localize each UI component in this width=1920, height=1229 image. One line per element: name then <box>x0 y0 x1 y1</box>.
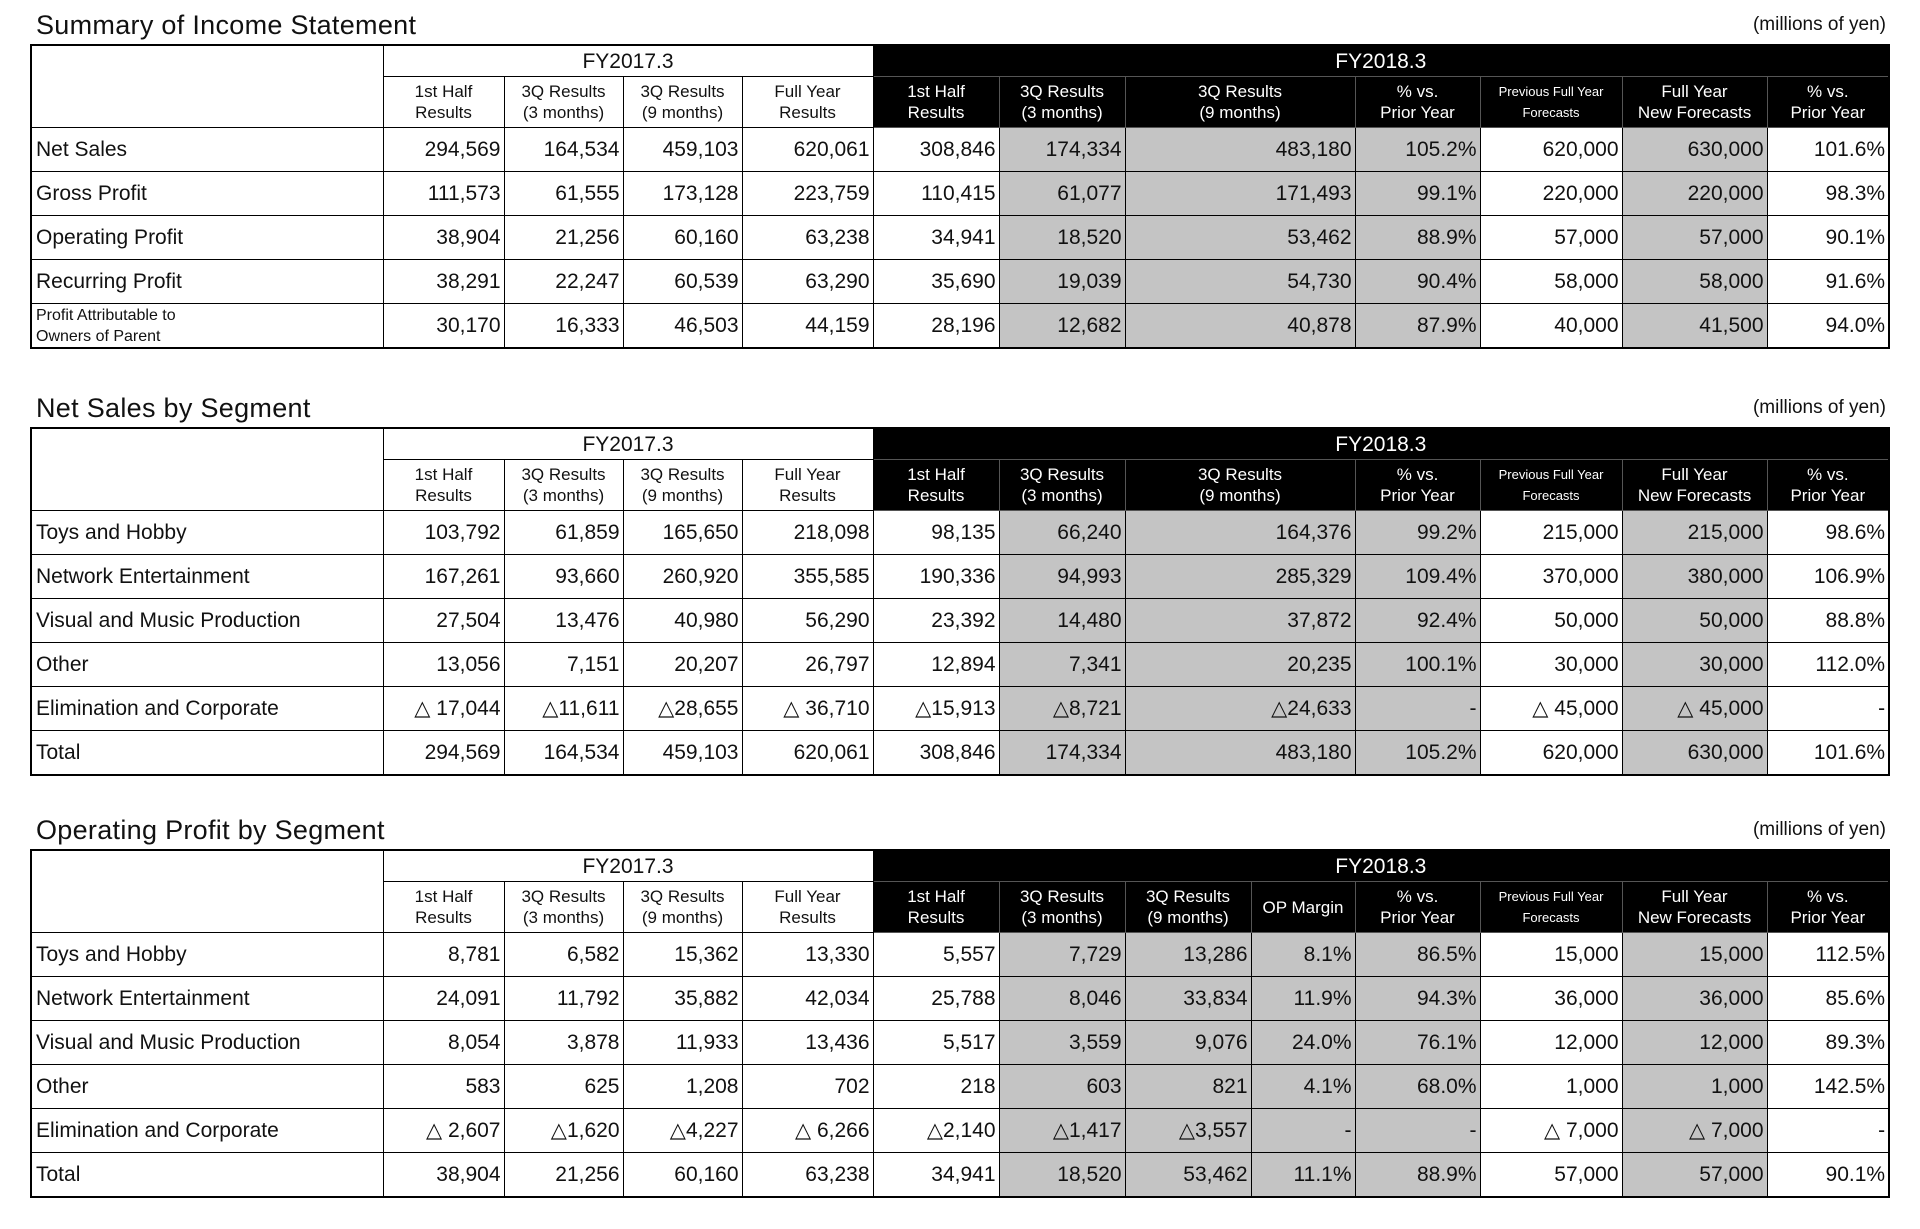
value-cell: 54,730 <box>1125 260 1355 304</box>
table-body <box>31 511 1889 776</box>
row-label: Other <box>31 1065 383 1109</box>
operating-profit-table <box>30 849 1890 1198</box>
value-cell: 99.1% <box>1355 172 1480 216</box>
column-header: Previous Full Year Forecasts <box>1480 882 1622 933</box>
value-cell: 90.1% <box>1767 216 1889 260</box>
value-cell: 164,534 <box>504 731 623 776</box>
value-cell: 15,000 <box>1622 933 1767 977</box>
row-label: Total <box>31 731 383 776</box>
value-cell: 1,208 <box>623 1065 742 1109</box>
value-cell: 8.1% <box>1251 933 1355 977</box>
value-cell: 459,103 <box>623 731 742 776</box>
value-cell: 41,500 <box>1622 304 1767 349</box>
row-label: Net Sales <box>31 128 383 172</box>
table-row <box>31 128 1889 172</box>
value-cell: 294,569 <box>383 128 504 172</box>
value-cell: 60,160 <box>623 216 742 260</box>
value-cell: 483,180 <box>1125 731 1355 776</box>
value-cell: 24.0% <box>1251 1021 1355 1065</box>
value-cell: 44,159 <box>742 304 873 349</box>
value-cell: 380,000 <box>1622 555 1767 599</box>
row-label: Operating Profit <box>31 216 383 260</box>
value-cell: △ 7,000 <box>1480 1109 1622 1153</box>
table-row <box>31 1021 1889 1065</box>
net-sales-section <box>30 391 1888 776</box>
value-cell: 4.1% <box>1251 1065 1355 1109</box>
value-cell: 21,256 <box>504 216 623 260</box>
value-cell: 165,650 <box>623 511 742 555</box>
value-cell: △2,140 <box>873 1109 999 1153</box>
value-cell: 12,000 <box>1480 1021 1622 1065</box>
value-cell: 167,261 <box>383 555 504 599</box>
value-cell: 24,091 <box>383 977 504 1021</box>
value-cell: 27,504 <box>383 599 504 643</box>
value-cell: - <box>1251 1109 1355 1153</box>
column-header: % vs. Prior Year <box>1767 882 1889 933</box>
column-header: 1st Half Results <box>383 882 504 933</box>
value-cell: 821 <box>1125 1065 1251 1109</box>
value-cell: 30,170 <box>383 304 504 349</box>
unit-note: (millions of yen) <box>1752 397 1886 418</box>
value-cell: △ 7,000 <box>1622 1109 1767 1153</box>
value-cell: 370,000 <box>1480 555 1622 599</box>
value-cell: 1,000 <box>1480 1065 1622 1109</box>
value-cell: 34,941 <box>873 216 999 260</box>
value-cell: △ 6,266 <box>742 1109 873 1153</box>
value-cell: 99.2% <box>1355 511 1480 555</box>
table-row <box>31 933 1889 977</box>
value-cell: 106.9% <box>1767 555 1889 599</box>
value-cell: 285,329 <box>1125 555 1355 599</box>
value-cell: 40,878 <box>1125 304 1355 349</box>
value-cell: 8,054 <box>383 1021 504 1065</box>
value-cell: 58,000 <box>1622 260 1767 304</box>
value-cell: 40,000 <box>1480 304 1622 349</box>
column-header: 1st Half Results <box>873 882 999 933</box>
value-cell: 190,336 <box>873 555 999 599</box>
row-label: Elimination and Corporate <box>31 687 383 731</box>
value-cell: 25,788 <box>873 977 999 1021</box>
value-cell: 13,476 <box>504 599 623 643</box>
value-cell: 6,582 <box>504 933 623 977</box>
value-cell: 101.6% <box>1767 731 1889 776</box>
value-cell: 76.1% <box>1355 1021 1480 1065</box>
value-cell: 38,904 <box>383 216 504 260</box>
value-cell: 94.3% <box>1355 977 1480 1021</box>
value-cell: 61,555 <box>504 172 623 216</box>
corner-cell <box>31 850 383 933</box>
value-cell: 40,980 <box>623 599 742 643</box>
value-cell: 33,834 <box>1125 977 1251 1021</box>
column-header: 3Q Results (3 months) <box>504 882 623 933</box>
column-header: 3Q Results (3 months) <box>999 460 1125 511</box>
value-cell: 11.9% <box>1251 977 1355 1021</box>
value-cell: 50,000 <box>1480 599 1622 643</box>
value-cell: 3,878 <box>504 1021 623 1065</box>
table-body <box>31 933 1889 1198</box>
section-title: Operating Profit by Segment <box>36 815 385 845</box>
value-cell: 630,000 <box>1622 731 1767 776</box>
value-cell: 66,240 <box>999 511 1125 555</box>
value-cell: 37,872 <box>1125 599 1355 643</box>
value-cell: 8,046 <box>999 977 1125 1021</box>
row-label: Visual and Music Production <box>31 599 383 643</box>
value-cell: 86.5% <box>1355 933 1480 977</box>
value-cell: 13,436 <box>742 1021 873 1065</box>
row-label: Elimination and Corporate <box>31 1109 383 1153</box>
value-cell: 112.0% <box>1767 643 1889 687</box>
value-cell: 98.3% <box>1767 172 1889 216</box>
value-cell: 112.5% <box>1767 933 1889 977</box>
value-cell: 56,290 <box>742 599 873 643</box>
value-cell: 91.6% <box>1767 260 1889 304</box>
value-cell: 620,000 <box>1480 731 1622 776</box>
value-cell: 18,520 <box>999 216 1125 260</box>
table-row <box>31 511 1889 555</box>
value-cell: - <box>1767 1109 1889 1153</box>
value-cell: 459,103 <box>623 128 742 172</box>
value-cell: 93,660 <box>504 555 623 599</box>
column-header: 3Q Results (9 months) <box>623 460 742 511</box>
value-cell: 13,330 <box>742 933 873 977</box>
column-header: 1st Half Results <box>383 460 504 511</box>
table-row <box>31 977 1889 1021</box>
value-cell: 7,151 <box>504 643 623 687</box>
value-cell: △ 36,710 <box>742 687 873 731</box>
value-cell: △3,557 <box>1125 1109 1251 1153</box>
table-row <box>31 731 1889 776</box>
unit-note: (millions of yen) <box>1752 14 1886 35</box>
column-header: 1st Half Results <box>873 460 999 511</box>
row-label: Total <box>31 1153 383 1198</box>
value-cell: △4,227 <box>623 1109 742 1153</box>
value-cell: 92.4% <box>1355 599 1480 643</box>
value-cell: △24,633 <box>1125 687 1355 731</box>
corner-cell <box>31 428 383 511</box>
column-header: Full Year Results <box>742 460 873 511</box>
value-cell: 30,000 <box>1480 643 1622 687</box>
value-cell: 36,000 <box>1480 977 1622 1021</box>
column-header: Previous Full Year Forecasts <box>1480 77 1622 128</box>
row-label: Toys and Hobby <box>31 511 383 555</box>
value-cell: 35,690 <box>873 260 999 304</box>
value-cell: 218 <box>873 1065 999 1109</box>
column-header: Full Year Results <box>742 77 873 128</box>
value-cell: 23,392 <box>873 599 999 643</box>
value-cell: 68.0% <box>1355 1065 1480 1109</box>
value-cell: △15,913 <box>873 687 999 731</box>
value-cell: 26,797 <box>742 643 873 687</box>
value-cell: 88.9% <box>1355 1153 1480 1198</box>
column-header: Previous Full Year Forecasts <box>1480 460 1622 511</box>
value-cell: 38,291 <box>383 260 504 304</box>
value-cell: 18,520 <box>999 1153 1125 1198</box>
value-cell: 109.4% <box>1355 555 1480 599</box>
value-cell: 34,941 <box>873 1153 999 1198</box>
value-cell: △ 45,000 <box>1622 687 1767 731</box>
value-cell: 89.3% <box>1767 1021 1889 1065</box>
value-cell: 16,333 <box>504 304 623 349</box>
value-cell: 15,000 <box>1480 933 1622 977</box>
row-label: Recurring Profit <box>31 260 383 304</box>
value-cell: 19,039 <box>999 260 1125 304</box>
value-cell: 12,682 <box>999 304 1125 349</box>
value-cell: △ 17,044 <box>383 687 504 731</box>
row-label: Visual and Music Production <box>31 1021 383 1065</box>
column-header: Full Year New Forecasts <box>1622 460 1767 511</box>
table-row <box>31 1109 1889 1153</box>
value-cell: 98,135 <box>873 511 999 555</box>
value-cell: 173,128 <box>623 172 742 216</box>
column-header: 3Q Results (9 months) <box>623 77 742 128</box>
value-cell: 702 <box>742 1065 873 1109</box>
value-cell: 90.4% <box>1355 260 1480 304</box>
value-cell: 11,933 <box>623 1021 742 1065</box>
row-label: Network Entertainment <box>31 977 383 1021</box>
value-cell: 8,781 <box>383 933 504 977</box>
column-header: 3Q Results (3 months) <box>999 882 1125 933</box>
value-cell: 20,207 <box>623 643 742 687</box>
value-cell: 105.2% <box>1355 731 1480 776</box>
column-header: 1st Half Results <box>873 77 999 128</box>
table-row <box>31 1065 1889 1109</box>
value-cell: 483,180 <box>1125 128 1355 172</box>
value-cell: 90.1% <box>1767 1153 1889 1198</box>
value-cell: △11,611 <box>504 687 623 731</box>
value-cell: △28,655 <box>623 687 742 731</box>
value-cell: 100.1% <box>1355 643 1480 687</box>
value-cell: 20,235 <box>1125 643 1355 687</box>
value-cell: 38,904 <box>383 1153 504 1198</box>
column-header: OP Margin <box>1251 882 1355 933</box>
value-cell: 215,000 <box>1622 511 1767 555</box>
column-header: % vs. Prior Year <box>1355 882 1480 933</box>
value-cell: 174,334 <box>999 731 1125 776</box>
value-cell: 14,480 <box>999 599 1125 643</box>
value-cell: 164,534 <box>504 128 623 172</box>
unit-note: (millions of yen) <box>1752 819 1886 840</box>
value-cell: 308,846 <box>873 128 999 172</box>
value-cell: 101.6% <box>1767 128 1889 172</box>
income-statement-table <box>30 44 1890 349</box>
fy-prev-header: FY2017.3 <box>383 850 873 882</box>
value-cell: 294,569 <box>383 731 504 776</box>
value-cell: 603 <box>999 1065 1125 1109</box>
value-cell: 110,415 <box>873 172 999 216</box>
value-cell: 11,792 <box>504 977 623 1021</box>
table-row <box>31 1153 1889 1198</box>
fy-prev-header: FY2017.3 <box>383 45 873 77</box>
value-cell: 57,000 <box>1480 1153 1622 1198</box>
value-cell: 35,882 <box>623 977 742 1021</box>
table-row <box>31 599 1889 643</box>
value-cell: 57,000 <box>1622 1153 1767 1198</box>
value-cell: 42,034 <box>742 977 873 1021</box>
fy-curr-header: FY2018.3 <box>873 428 1889 460</box>
row-label: Toys and Hobby <box>31 933 383 977</box>
row-label: Profit Attributable to Owners of Parent <box>31 304 383 349</box>
value-cell: 88.9% <box>1355 216 1480 260</box>
value-cell: 88.8% <box>1767 599 1889 643</box>
column-header: 3Q Results (9 months) <box>1125 882 1251 933</box>
row-label: Other <box>31 643 383 687</box>
value-cell: - <box>1355 1109 1480 1153</box>
value-cell: 94,993 <box>999 555 1125 599</box>
value-cell: 7,729 <box>999 933 1125 977</box>
value-cell: 308,846 <box>873 731 999 776</box>
value-cell: 22,247 <box>504 260 623 304</box>
value-cell: 21,256 <box>504 1153 623 1198</box>
value-cell: 13,286 <box>1125 933 1251 977</box>
section-title: Net Sales by Segment <box>36 393 311 423</box>
column-header: % vs. Prior Year <box>1767 460 1889 511</box>
value-cell: 94.0% <box>1767 304 1889 349</box>
value-cell: 111,573 <box>383 172 504 216</box>
value-cell: 3,559 <box>999 1021 1125 1065</box>
value-cell: 630,000 <box>1622 128 1767 172</box>
value-cell: 63,238 <box>742 1153 873 1198</box>
value-cell: △1,417 <box>999 1109 1125 1153</box>
value-cell: 103,792 <box>383 511 504 555</box>
section-title: Summary of Income Statement <box>36 10 417 40</box>
value-cell: 220,000 <box>1622 172 1767 216</box>
column-header: % vs. Prior Year <box>1355 460 1480 511</box>
value-cell: 50,000 <box>1622 599 1767 643</box>
table-row <box>31 687 1889 731</box>
column-header: 3Q Results (9 months) <box>1125 460 1355 511</box>
value-cell: 5,517 <box>873 1021 999 1065</box>
value-cell: 1,000 <box>1622 1065 1767 1109</box>
value-cell: 220,000 <box>1480 172 1622 216</box>
value-cell: 87.9% <box>1355 304 1480 349</box>
value-cell: 30,000 <box>1622 643 1767 687</box>
table-row <box>31 555 1889 599</box>
column-header: Full Year New Forecasts <box>1622 77 1767 128</box>
table-row <box>31 172 1889 216</box>
net-sales-table <box>30 427 1890 776</box>
value-cell: 53,462 <box>1125 1153 1251 1198</box>
value-cell: 620,061 <box>742 128 873 172</box>
value-cell: 218,098 <box>742 511 873 555</box>
value-cell: 61,859 <box>504 511 623 555</box>
column-header: 3Q Results (3 months) <box>999 77 1125 128</box>
value-cell: 85.6% <box>1767 977 1889 1021</box>
value-cell: 260,920 <box>623 555 742 599</box>
column-header: Full Year Results <box>742 882 873 933</box>
row-label: Gross Profit <box>31 172 383 216</box>
table-row <box>31 216 1889 260</box>
row-label: Network Entertainment <box>31 555 383 599</box>
value-cell: △1,620 <box>504 1109 623 1153</box>
value-cell: 46,503 <box>623 304 742 349</box>
value-cell: △ 45,000 <box>1480 687 1622 731</box>
value-cell: 620,000 <box>1480 128 1622 172</box>
table-body <box>31 128 1889 349</box>
value-cell: 11.1% <box>1251 1153 1355 1198</box>
fy-curr-header: FY2018.3 <box>873 850 1889 882</box>
value-cell: 60,160 <box>623 1153 742 1198</box>
value-cell: - <box>1355 687 1480 731</box>
column-header: 3Q Results (3 months) <box>504 460 623 511</box>
value-cell: 625 <box>504 1065 623 1109</box>
value-cell: 53,462 <box>1125 216 1355 260</box>
value-cell: 9,076 <box>1125 1021 1251 1065</box>
column-header: 3Q Results (3 months) <box>504 77 623 128</box>
column-header: 1st Half Results <box>383 77 504 128</box>
income-statement-section <box>30 8 1888 349</box>
value-cell: 355,585 <box>742 555 873 599</box>
value-cell: 171,493 <box>1125 172 1355 216</box>
value-cell: 61,077 <box>999 172 1125 216</box>
value-cell: 12,894 <box>873 643 999 687</box>
value-cell: 98.6% <box>1767 511 1889 555</box>
value-cell: 63,290 <box>742 260 873 304</box>
column-header: Full Year New Forecasts <box>1622 882 1767 933</box>
column-header: 3Q Results (9 months) <box>623 882 742 933</box>
value-cell: - <box>1767 687 1889 731</box>
value-cell: 215,000 <box>1480 511 1622 555</box>
operating-profit-section <box>30 813 1888 1198</box>
value-cell: 13,056 <box>383 643 504 687</box>
value-cell: 28,196 <box>873 304 999 349</box>
fy-prev-header: FY2017.3 <box>383 428 873 460</box>
column-header: % vs. Prior Year <box>1767 77 1889 128</box>
value-cell: 583 <box>383 1065 504 1109</box>
value-cell: 36,000 <box>1622 977 1767 1021</box>
value-cell: △ 2,607 <box>383 1109 504 1153</box>
value-cell: 142.5% <box>1767 1065 1889 1109</box>
table-row <box>31 304 1889 349</box>
corner-cell <box>31 45 383 128</box>
value-cell: 15,362 <box>623 933 742 977</box>
value-cell: 58,000 <box>1480 260 1622 304</box>
value-cell: 57,000 <box>1480 216 1622 260</box>
value-cell: 105.2% <box>1355 128 1480 172</box>
value-cell: 5,557 <box>873 933 999 977</box>
value-cell: 57,000 <box>1622 216 1767 260</box>
value-cell: 60,539 <box>623 260 742 304</box>
column-header: 3Q Results (9 months) <box>1125 77 1355 128</box>
fy-curr-header: FY2018.3 <box>873 45 1889 77</box>
column-header: % vs. Prior Year <box>1355 77 1480 128</box>
value-cell: 620,061 <box>742 731 873 776</box>
value-cell: 12,000 <box>1622 1021 1767 1065</box>
table-row <box>31 643 1889 687</box>
value-cell: △8,721 <box>999 687 1125 731</box>
value-cell: 164,376 <box>1125 511 1355 555</box>
value-cell: 174,334 <box>999 128 1125 172</box>
value-cell: 7,341 <box>999 643 1125 687</box>
table-row <box>31 260 1889 304</box>
value-cell: 223,759 <box>742 172 873 216</box>
value-cell: 63,238 <box>742 216 873 260</box>
